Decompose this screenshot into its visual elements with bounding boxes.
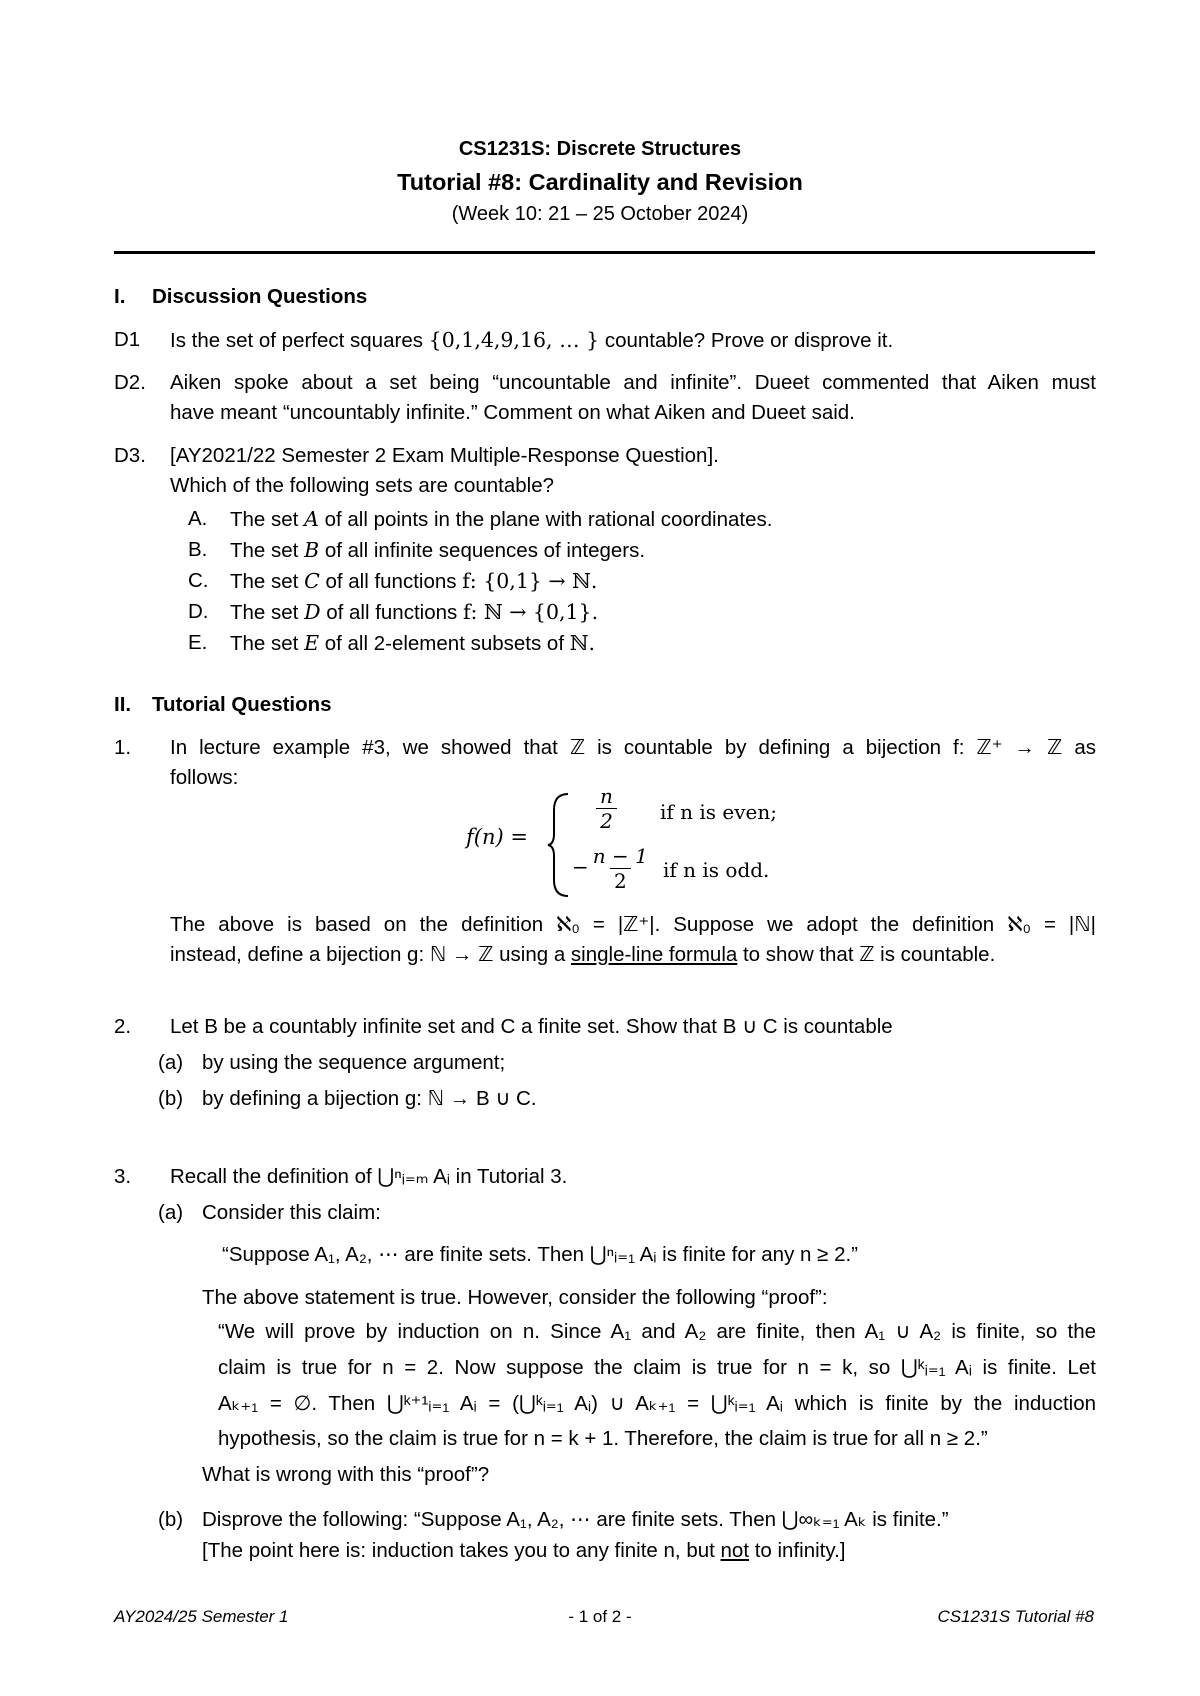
q1-text: instead, define a bijection g: ℕ → ℤ using a xyxy=(170,943,571,966)
fraction xyxy=(589,844,652,893)
footer-left: AY2024/25 Semester 1 xyxy=(114,1607,289,1626)
case1-condition: if n is even; xyxy=(660,800,778,824)
numerator: n xyxy=(600,784,613,808)
option-var: E xyxy=(304,631,320,655)
question-number: D3. xyxy=(114,444,146,467)
question-text: What is wrong with this “proof”? xyxy=(202,1463,490,1486)
proof-line: hypothesis, so the claim is true for n = k + 1. Therefore, the claim is true for all n ≥ 2.” xyxy=(218,1427,988,1450)
minus-sign: − xyxy=(572,855,589,879)
option-post: of all functions xyxy=(320,601,463,624)
subpart-text: Disprove the following: “Suppose A₁, A₂, ⋯ are finite sets. Then ⋃∞ₖ₌₁ Aₖ is finite.” xyxy=(202,1508,949,1531)
option-text xyxy=(230,504,772,536)
proof-intro: The above statement is true. However, consider the following “proof”: xyxy=(202,1286,828,1309)
option-pre: The set xyxy=(230,508,305,531)
option-math: f: ℕ → {0,1}. xyxy=(462,600,599,624)
question-number: 3. xyxy=(114,1165,132,1188)
option-pre: The set xyxy=(230,570,305,593)
q1-line: follows: xyxy=(170,766,239,789)
option-math: ℕ. xyxy=(569,631,595,655)
tutorial-title: Tutorial #8: Cardinality and Revision xyxy=(397,169,803,195)
option-label: C. xyxy=(188,569,209,592)
footer-right: CS1231S Tutorial #8 xyxy=(937,1607,1094,1626)
option-label: D. xyxy=(188,600,209,623)
option-post: of all infinite sequences of integers. xyxy=(319,539,646,562)
case2-condition: if n is odd. xyxy=(663,858,770,882)
option-pre: The set xyxy=(230,632,305,655)
question-d2-line: have meant “uncountably infinite.” Comment on what Aiken and Dueet said. xyxy=(170,401,855,424)
question-d3-line: [AY2021/22 Semester 2 Exam Multiple-Response Question]. xyxy=(170,444,719,467)
option-text xyxy=(230,597,598,629)
page-number: - 1 of 2 - xyxy=(568,1607,632,1626)
option-pre: The set xyxy=(230,601,305,624)
question-number: 1. xyxy=(114,736,132,759)
q1-text: to show that ℤ is countable. xyxy=(737,943,996,966)
numerator: n − 1 xyxy=(592,844,648,868)
option-var: C xyxy=(304,569,320,593)
subpart-label: (b) xyxy=(158,1508,184,1531)
denominator: 2 xyxy=(610,868,631,893)
case1-fraction xyxy=(596,784,617,833)
option-text xyxy=(230,628,595,660)
denominator: 2 xyxy=(596,808,617,833)
option-var: B xyxy=(304,538,320,562)
subpart-text: Consider this claim: xyxy=(202,1201,381,1224)
subpart-label: (a) xyxy=(158,1051,184,1074)
question-d2-line: Aiken spoke about a set being “uncountable and infinite”. Dueet commented that Aiken must xyxy=(170,371,1096,394)
d1-text-b: countable? Prove or disprove it. xyxy=(599,329,894,352)
question-d1-text xyxy=(170,325,1096,357)
section-title: Tutorial Questions xyxy=(152,693,332,716)
option-post: of all points in the plane with rational coordinates. xyxy=(318,508,773,531)
option-label: B. xyxy=(188,538,208,561)
note-part: [The point here is: induction takes you to any finite n, but xyxy=(202,1539,721,1562)
option-label: E. xyxy=(188,631,208,654)
option-var: A xyxy=(304,507,319,531)
formula-brace xyxy=(546,790,572,900)
option-post: of all 2-element subsets of xyxy=(319,632,570,655)
q1-line: In lecture example #3, we showed that ℤ is countable by defining a bijection f: ℤ⁺ → ℤ as xyxy=(170,736,1096,759)
proof-line: claim is true for n = 2. Now suppose the claim is true for n = k, so ⋃ᵏᵢ₌₁ Aᵢ is finite. Let xyxy=(218,1356,1096,1379)
question-number: D1 xyxy=(114,328,141,351)
option-math: f: {0,1} → ℕ. xyxy=(462,569,598,593)
section-number: I. xyxy=(114,285,126,308)
formula-lhs: f(n) = xyxy=(466,825,528,849)
option-text xyxy=(230,535,645,567)
q1-line: The above is based on the definition ℵ₀ = |ℤ⁺|. Suppose we adopt the definition ℵ₀ = |ℕ| xyxy=(170,913,1096,936)
proof-line: “We will prove by induction on n. Since A₁ and A₂ are finite, then A₁ ∪ A₂ is finite, so the xyxy=(218,1320,1096,1343)
subpart-text: by using the sequence argument; xyxy=(202,1051,506,1074)
section-number: II. xyxy=(114,693,132,716)
proof-line: Aₖ₊₁ = ∅. Then ⋃ᵏ⁺¹ᵢ₌₁ Aᵢ = (⋃ᵏᵢ₌₁ Aᵢ) ∪ Aₖ₊₁ = ⋃ᵏᵢ₌₁ Aᵢ which is finite by the induction xyxy=(218,1392,1096,1415)
option-var: D xyxy=(304,600,321,624)
subpart-label: (a) xyxy=(158,1201,184,1224)
claim-text: “Suppose A₁, A₂, ⋯ are finite sets. Then ⋃ⁿᵢ₌₁ Aᵢ is finite for any n ≥ 2.” xyxy=(222,1243,858,1266)
option-pre: The set xyxy=(230,539,305,562)
subpart-label: (b) xyxy=(158,1087,184,1110)
q1-underlined: single-line formula xyxy=(570,943,738,966)
option-text xyxy=(230,566,597,598)
d1-text-a: Is the set of perfect squares xyxy=(170,329,429,352)
option-post: of all functions xyxy=(319,570,463,593)
question-number: 2. xyxy=(114,1015,132,1038)
q1-line xyxy=(170,940,1096,971)
question-d3-line: Which of the following sets are countable? xyxy=(170,474,555,497)
q2-line: Let B be a countably infinite set and C a finite set. Show that B ∪ C is countable xyxy=(170,1015,893,1038)
header-divider xyxy=(114,251,1095,254)
question-number: D2. xyxy=(114,371,146,394)
course-title: CS1231S: Discrete Structures xyxy=(458,138,742,160)
q3-line: Recall the definition of ⋃ⁿᵢ₌ₘ Aᵢ in Tutorial 3. xyxy=(170,1165,568,1188)
note-underlined: not xyxy=(720,1539,750,1562)
note-text xyxy=(202,1536,845,1567)
subpart-text: by defining a bijection g: ℕ → B ∪ C. xyxy=(202,1087,537,1110)
section-title: Discussion Questions xyxy=(152,285,368,308)
week-subtitle: (Week 10: 21 – 25 October 2024) xyxy=(451,203,749,225)
d1-set: {0,1,4,9,16, … } xyxy=(428,328,600,352)
case2-fraction xyxy=(572,844,652,893)
fraction xyxy=(596,784,617,833)
note-part: to infinity.] xyxy=(749,1539,846,1562)
option-label: A. xyxy=(188,507,208,530)
